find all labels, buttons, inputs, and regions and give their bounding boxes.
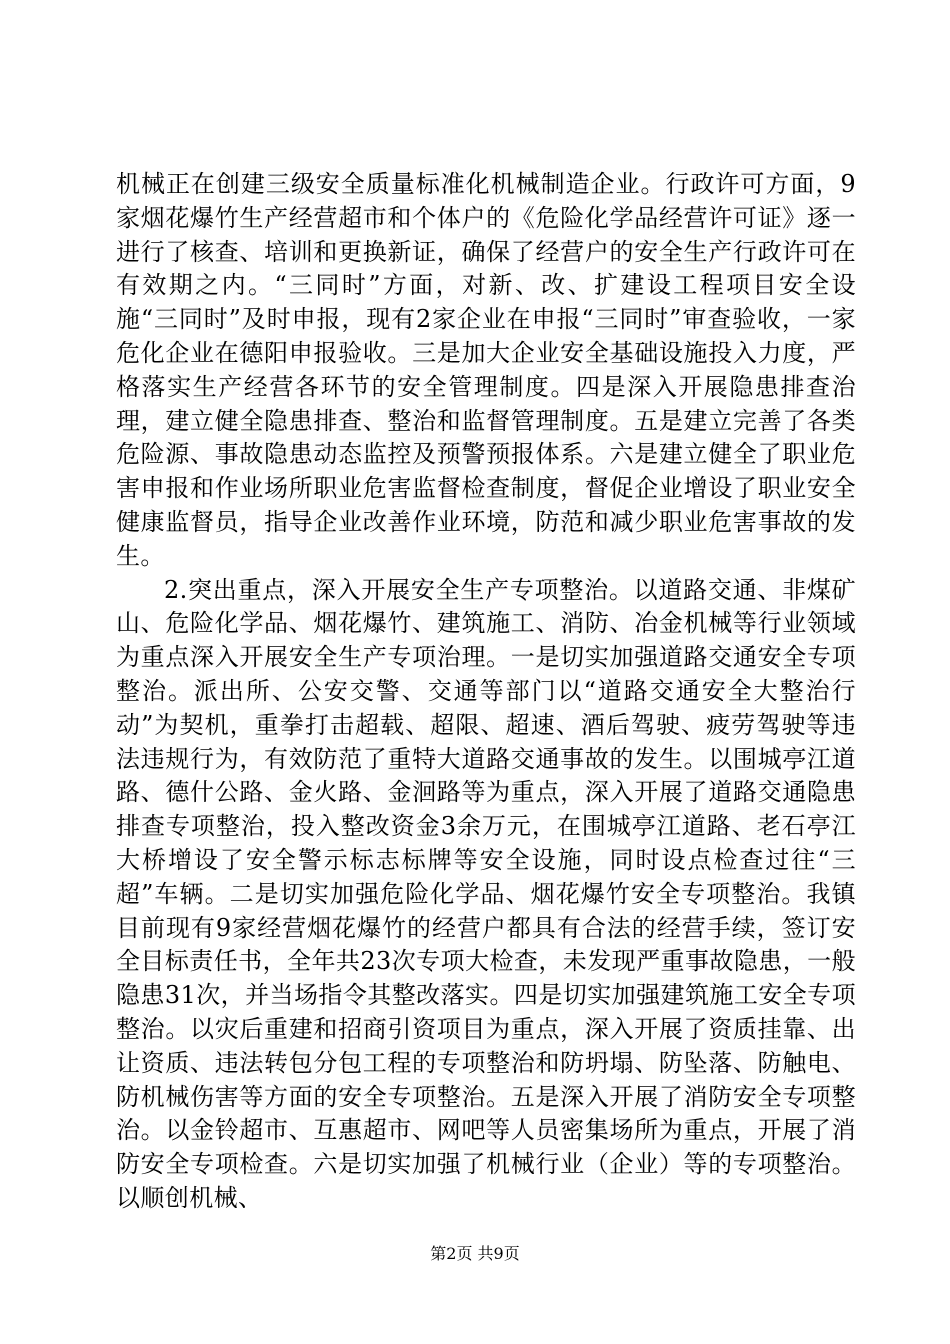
paragraph-1: 机械正在创建三级安全质量标准化机械制造企业。行政许可方面，9家烟花爆竹生产经营超市和个体户的《危险化学品经营许可证》逐一进行了核查、培训和更换新证，确保了经营户的安全生产行政许可在有效期之内。“三同时”方面，对新、改、扩建设工程项目安全设施“三同时”及时申报，现有2家企业在申报“三同时”审查验收，一家危化企业在德阳申报验收。三是加大企业安全基础设施投入力度，严格落实生产经营各环节的安全管理制度。四是深入开展隐患排查治理，建立健全隐患排查、整治和监督管理制度。五是建立完善了各类危险源、事故隐患动态监控及预警预报体系。六是建立健全了职业危害申报和作业场所职业危害监督检查制度，督促企业增设了职业安全健康监督员，指导企业改善作业环境，防范和减少职业危害事故的发生。 <box>116 170 856 570</box>
document-body <box>116 168 856 1216</box>
paragraph-2: 2.突出重点，深入开展安全生产专项整治。以道路交通、非煤矿山、危险化学品、烟花爆竹、建筑施工、消防、冶金机械等行业领域为重点深入开展安全生产专项治理。一是切实加强道路交通安全专项整治。派出所、公安交警、交通等部门以“道路交通安全大整治行动”为契机，重拳打击超载、超限、超速、酒后驾驶、疲劳驾驶等违法违规行为，有效防范了重特大道路交通事故的发生。以围城亭江道路、德什公路、金火路、金洄路等为重点，深入开展了道路交通隐患排查专项整治，投入整改资金3余万元，在围城亭江道路、老石亭江大桥增设了安全警示标志标牌等安全设施，同时设点检查过往“三超”车辆。二是切实加强危险化学品、烟花爆竹安全专项整治。我镇目前现有9家经营烟花爆竹的经营户都具有合法的经营手续，签订安全目标责任书，全年共23次专项大检查，未发现严重事故隐患，一般隐患31次，并当场指令其整改落实。四是切实加强建筑施工安全专项整治。以灾后重建和招商引资项目为重点，深入开展了资质挂靠、出让资质、违法转包分包工程的专项整治和防坍塌、防坠落、防触电、防机械伤害等方面的安全专项整治。五是深入开展了消防安全专项整治。以金铃超市、互惠超市、网吧等人员密集场所为重点，开展了消防安全专项检查。六是切实加强了机械行业（企业）等的专项整治。以顺创机械、 <box>116 575 856 1212</box>
page-number-footer: 第2页 共9页 <box>430 1244 520 1263</box>
